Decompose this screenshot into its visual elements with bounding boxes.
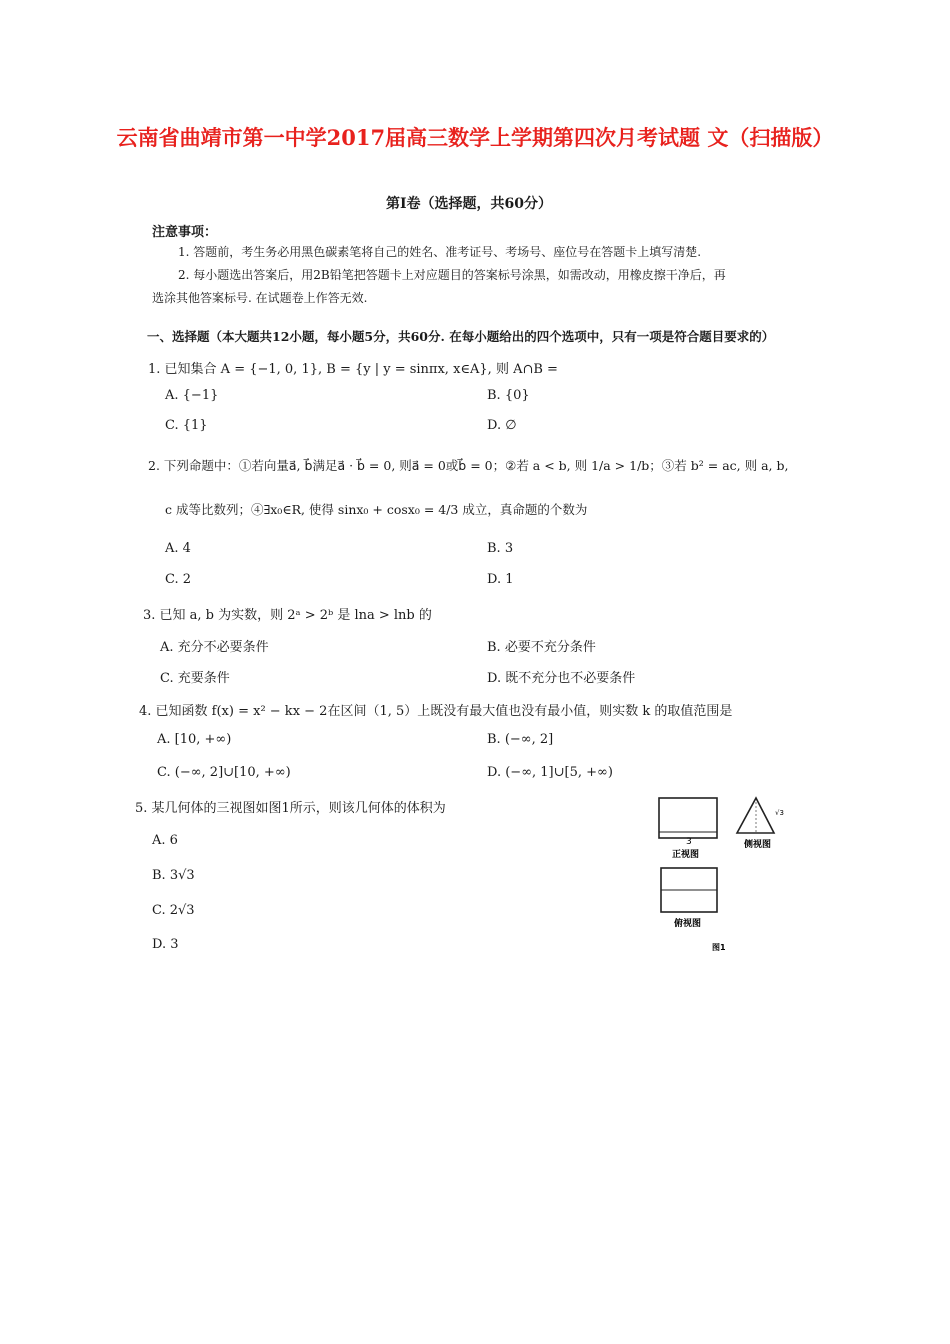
question-4-stem: 4. 已知函数 f(x) = x² − kx − 2在区间（1, 5）上既没有最大值也没有最小值，则实数 k 的取值范围是	[139, 704, 733, 719]
side-view-dimension: √3	[775, 809, 784, 817]
question-2-stem-continued: c 成等比数列；④∃x₀∈R, 使得 sinx₀ + cosx₀ = 4/3 成立，真命题的个数为	[165, 502, 588, 517]
question-2-option-c: C. 2	[165, 572, 192, 587]
three-view-figure	[650, 788, 790, 958]
question-3-option-d: D. 既不充分也不必要条件	[487, 671, 636, 686]
question-1-option-d: D. ∅	[487, 418, 517, 433]
notes-heading: 注意事项：	[152, 225, 218, 240]
note-item-2-continued: 选涂其他答案标号. 在试题卷上作答无效.	[152, 291, 368, 305]
side-view-label: 侧视图	[744, 840, 772, 850]
front-view-label: 正视图	[672, 850, 700, 860]
question-2-option-a: A. 4	[165, 541, 191, 556]
question-1-option-a: A. {−1}	[165, 388, 219, 403]
figure-caption: 图1	[712, 943, 726, 952]
question-5-stem: 5. 某几何体的三视图如图1所示，则该几何体的体积为	[135, 801, 446, 816]
part1-heading: 一、选择题（本大题共12小题，每小题5分，共60分. 在每小题给出的四个选项中，只有一项是符合题目要求的）	[147, 329, 775, 344]
note-item-1: 1. 答题前，考生务必用黑色碳素笔将自己的姓名、准考证号、考场号、座位号在答题卡上填写清楚.	[178, 245, 702, 259]
question-5-option-b: B. 3√3	[152, 868, 195, 883]
question-1-stem: 1. 已知集合 A = {−1, 0, 1}, B = {y | y = sinπx, x∈A}, 则 A∩B =	[148, 362, 558, 377]
section-header: 第Ⅰ卷（选择题，共60分）	[386, 196, 553, 212]
question-3-stem: 3. 已知 a, b 为实数，则 2ᵃ > 2ᵇ 是 lna > lnb 的	[143, 608, 432, 623]
question-5-option-c: C. 2√3	[152, 903, 195, 918]
question-4-option-b: B. (−∞, 2]	[487, 732, 554, 747]
front-view-dimension: 3	[686, 837, 692, 847]
document-title: 云南省曲靖市第一中学2017届高三数学上学期第四次月考试题 文（扫描版）	[116, 125, 834, 150]
question-1-option-c: C. {1}	[165, 418, 208, 433]
top-view-label: 俯视图	[674, 919, 702, 929]
note-item-2: 2. 每小题选出答案后，用2B铅笔把答题卡上对应题目的答案标号涂黑，如需改动，用橡皮擦干净后，再	[178, 268, 726, 282]
question-3-option-b: B. 必要不充分条件	[487, 640, 596, 655]
side-view-triangle	[737, 798, 774, 833]
question-4-option-d: D. (−∞, 1]∪[5, +∞)	[487, 765, 613, 780]
question-3-option-c: C. 充要条件	[160, 671, 230, 686]
question-4-option-c: C. (−∞, 2]∪[10, +∞)	[157, 765, 291, 780]
question-1-option-b: B. {0}	[487, 388, 530, 403]
question-5-option-a: A. 6	[152, 833, 178, 848]
question-2-option-b: B. 3	[487, 541, 514, 556]
question-3-option-a: A. 充分不必要条件	[160, 640, 269, 655]
question-4-option-a: A. [10, +∞)	[157, 732, 232, 747]
question-2-option-d: D. 1	[487, 572, 514, 587]
question-2-stem: 2. 下列命题中：①若向量a⃗, b⃗满足a⃗ · b⃗ = 0, 则a⃗ = 0或b⃗ = 0；②若 a < b, 则 1/a > 1/b；③若 b² = ac, 则 a, b,	[148, 458, 789, 473]
question-5-option-d: D. 3	[152, 937, 179, 952]
